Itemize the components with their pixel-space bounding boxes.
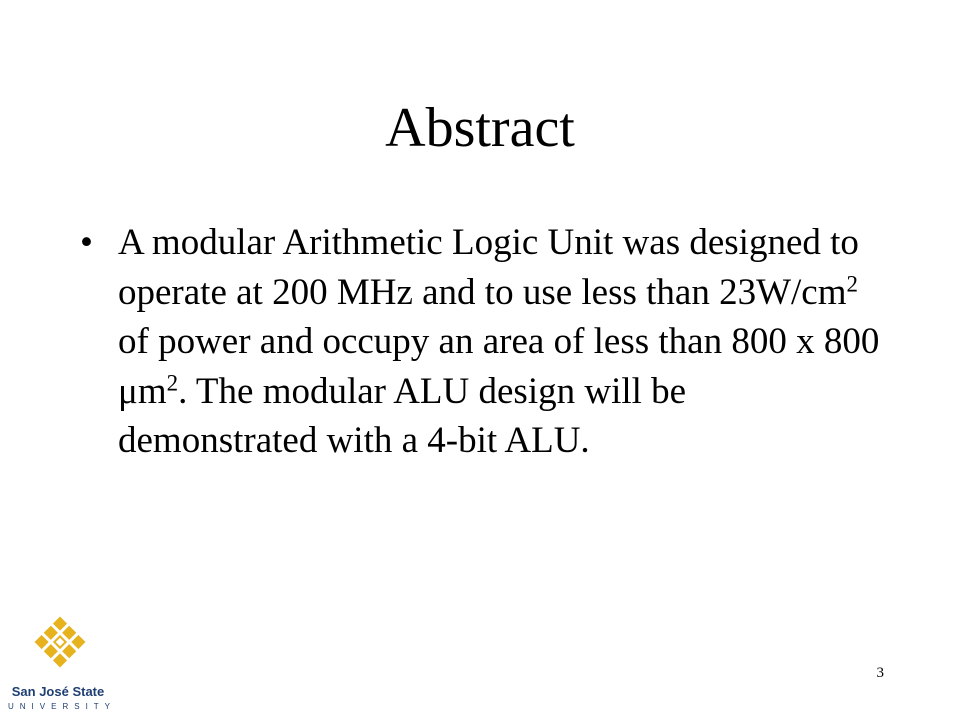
bullet-text-part2: of power and occupy an area of less than 800 x 800 [118,321,880,362]
superscript-2b: 2 [166,369,179,395]
logo-name: San José State [11,684,105,699]
bullet-text-part3: m [137,370,167,412]
superscript-2: 2 [846,270,858,296]
bullet-text-part4: . The modular ALU design will be demonstrated with a 4-bit ALU. [118,370,687,461]
bullet-item [80,218,880,466]
bullet-dot-icon: • [80,222,93,263]
page-number: 3 [876,665,884,681]
bullet-text-part1: A modular Arithmetic Logic Unit was designed to operate at 200 MHz and to use less than 23W/cm [118,222,859,313]
bullet-list [80,218,880,466]
university-logo [8,612,117,716]
sjsu-mark-icon [32,614,88,670]
slide-title: Abstract [385,97,575,159]
logo-subtitle: UNIVERSITY [8,702,117,711]
mu-symbol: μ [118,370,138,412]
